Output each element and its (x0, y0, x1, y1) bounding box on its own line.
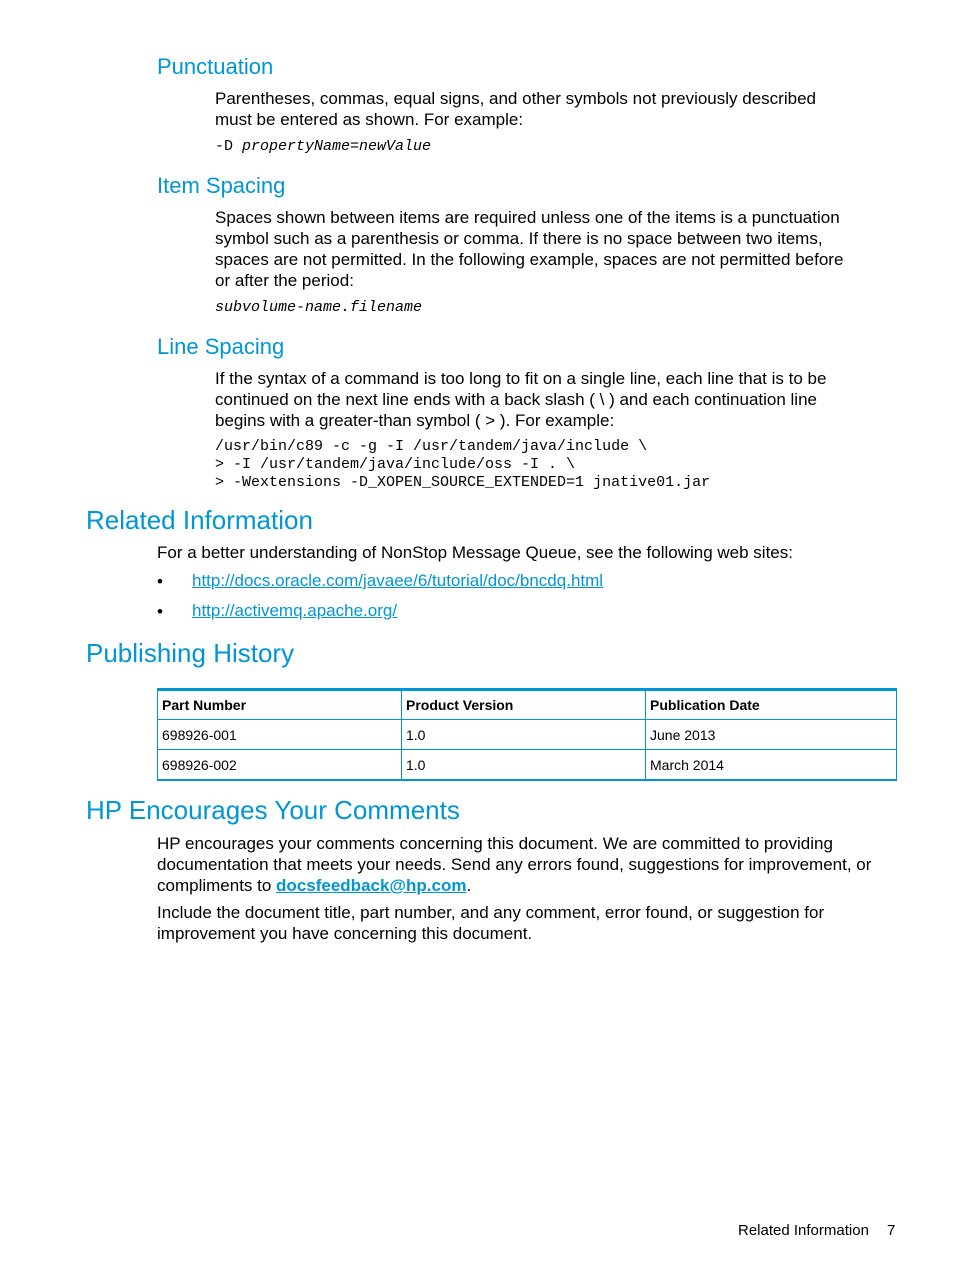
cell-part-number: 698926-002 (158, 750, 402, 781)
item-spacing-code: subvolume-name.filename (215, 299, 423, 316)
col-publication-date: Publication Date (646, 690, 897, 720)
bullet-2: • (157, 602, 163, 621)
table-header-row (158, 690, 897, 720)
footer-section: Related Information (738, 1222, 869, 1239)
punctuation-heading: Punctuation (157, 54, 274, 79)
comments-body-1 (157, 833, 877, 896)
cell-product-version: 1.0 (402, 720, 646, 750)
related-heading: Related Information (86, 505, 313, 535)
code-italic: propertyName=newValue (242, 138, 432, 155)
comments-body-2: Include the document title, part number, and any comment, error found, or suggestion for improvement you have concerning this document. (157, 903, 825, 943)
code-prefix: -D (215, 138, 243, 155)
table-row (158, 720, 897, 750)
footer-page-number: 7 (887, 1222, 896, 1239)
comments-text: HP encourages your comments concerning this document. We are committed to providing documentation that meets your needs. Send any errors found, suggestions for improvement, or compliments to (157, 834, 872, 895)
cell-publication-date: March 2014 (646, 750, 897, 781)
line-spacing-code-2: > -I /usr/tandem/java/include/oss -I . \ (215, 456, 576, 473)
cell-product-version: 1.0 (402, 750, 646, 781)
punctuation-code (215, 138, 431, 156)
comments-heading: HP Encourages Your Comments (86, 795, 460, 825)
punctuation-body: Parentheses, commas, equal signs, and other symbols not previously described must be entered as shown. For example: (215, 89, 816, 129)
history-heading: Publishing History (86, 638, 295, 668)
bullet-1: • (157, 572, 163, 591)
col-part-number: Part Number (158, 690, 402, 720)
comments-period: . (466, 876, 472, 895)
line-spacing-body: If the syntax of a command is too long to fit on a single line, each line that is to be continued on the next line ends with a back slash ( \ ) and each continuation line begins with a greater-than symbol ( > ). For example: (215, 369, 827, 430)
cell-publication-date: June 2013 (646, 720, 897, 750)
item-spacing-heading: Item Spacing (157, 173, 286, 198)
line-spacing-code-3: > -Wextensions -D_XOPEN_SOURCE_EXTENDED=1 jnative01.jar (215, 474, 711, 491)
col-product-version: Product Version (402, 690, 646, 720)
line-spacing-heading: Line Spacing (157, 334, 285, 359)
table-row (158, 750, 897, 781)
line-spacing-code-1: /usr/bin/c89 -c -g -I /usr/tandem/java/include \ (215, 438, 648, 455)
related-intro: For a better understanding of NonStop Message Queue, see the following web sites: (157, 543, 793, 562)
link-oracle[interactable]: http://docs.oracle.com/javaee/6/tutorial/doc/bncdq.html (192, 571, 604, 590)
link-activemq[interactable]: http://activemq.apache.org/ (192, 601, 398, 620)
history-table (157, 688, 897, 781)
cell-part-number: 698926-001 (158, 720, 402, 750)
item-spacing-body: Spaces shown between items are required unless one of the items is a punctuation symbol such as a parenthesis or comma. If there is no space between two items, spaces are not permitted. In the following example, spaces are not permitted before or after the period: (215, 208, 844, 290)
feedback-email-link[interactable]: docsfeedback@hp.com (276, 876, 467, 895)
